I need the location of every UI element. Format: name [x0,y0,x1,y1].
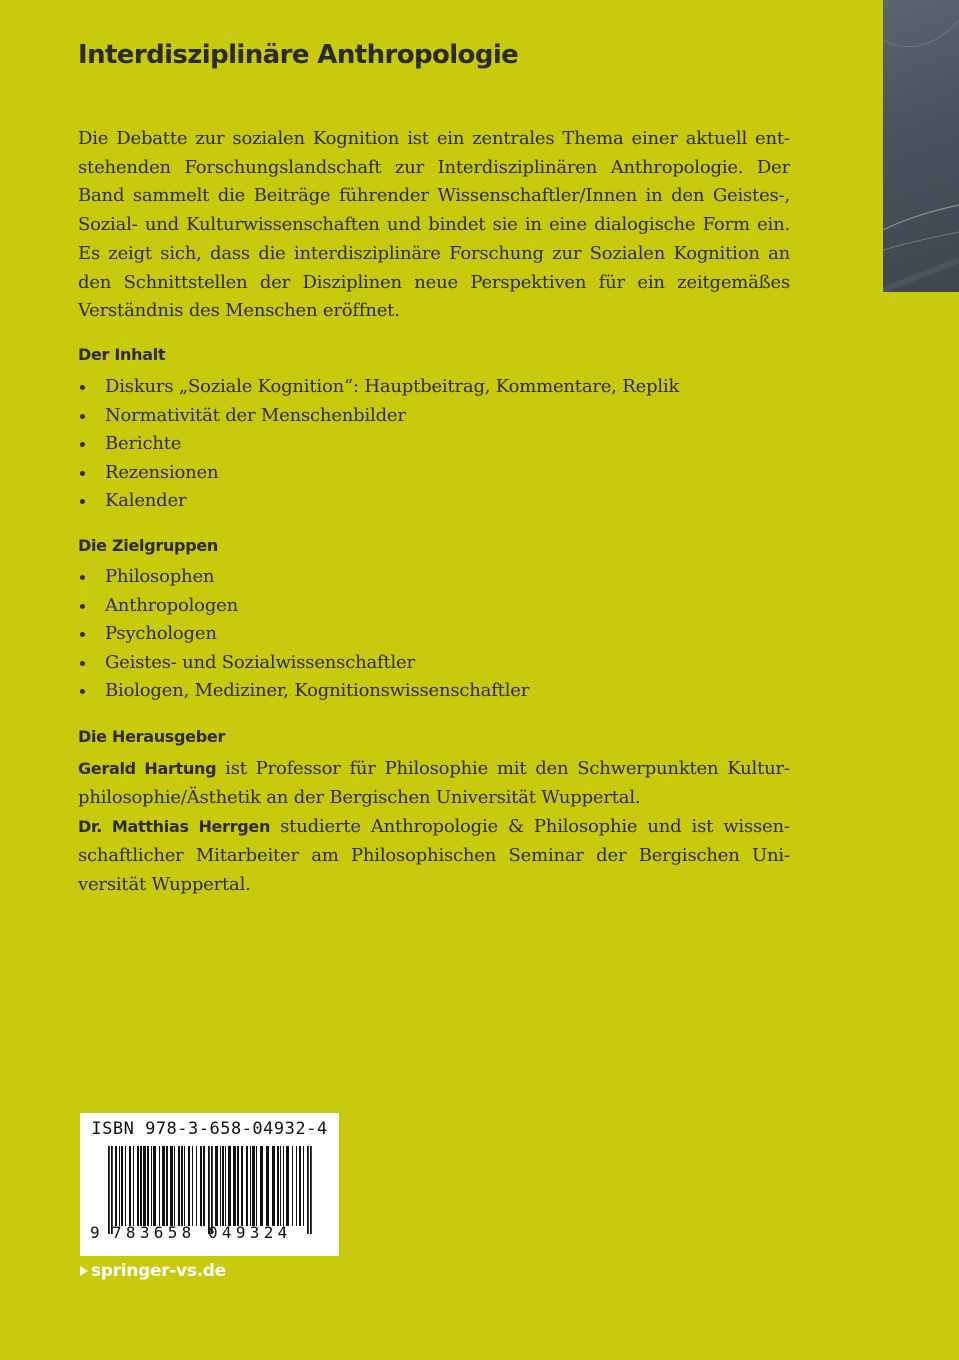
barcode-bar [303,1146,304,1226]
barcode-bar [133,1146,134,1226]
barcode-bar [246,1146,248,1226]
list-item: Geistes- und Sozialwissenschaftler [78,649,529,678]
barcode-bar [119,1146,120,1226]
arrow-right-icon [80,1266,88,1276]
barcode-bar [159,1146,160,1226]
list-item: Psychologen [78,620,529,649]
barcode-bar [220,1146,221,1226]
barcode-bar [260,1146,263,1226]
editor-name: Gerald Hartung [78,759,217,778]
barcode-guard-bar [208,1146,210,1234]
list-item: Diskurs „Soziale Kognition“: Hauptbeitrag, Kommentare, Replik [78,373,679,402]
barcode-guard-bar [307,1146,309,1234]
barcode-bar [203,1146,205,1226]
bullet-icon [80,689,85,694]
zielgruppen-list [78,563,529,706]
barcode-bar [181,1146,183,1226]
list-item: Anthropologen [78,592,529,621]
barcode-bar [266,1146,269,1226]
barcode-bar [277,1146,279,1226]
list-item: Berichte [78,430,679,459]
barcode-bar [178,1146,180,1226]
editor-bio-hartung: Gerald Hartung ist Professor für Philosophie mit den Schwerpunkten Kulturphilosophie/Ästhetik an der Bergischen Universität Wuppertal. [78,758,790,808]
list-item: Kalender [78,487,679,516]
barcode-bar [174,1146,175,1226]
corner-lines-graphic [883,0,959,292]
barcode-bar [200,1146,202,1226]
bullet-icon [80,632,85,637]
barcode-bar [196,1146,197,1226]
list-item: Biologen, Mediziner, Kognitionswissenschaftler [78,677,529,706]
intro-paragraph: Die Debatte zur sozialen Kognition ist ein zentrales Thema einer aktuell entstehenden Forschungslandschaft zur Interdisziplinären Anthropologie. Der Band sammelt die Beiträge führender Wissenschaftler/Innen in den Geistes-, Sozial- und Kulturwissenschaften und bindet sie in eine dialogische Form ein. Es zeigt sich, dass die interdisziplinäre Forschung zur Sozialen Kognition an den Schnittstellen der Disziplinen neue Perspektiven für ein zeitgemäßes Verständnis des Menschen eröffnet. [78,128,790,322]
barcode-guard-bar [211,1146,213,1234]
list-item: Philosophen [78,563,529,592]
barcode-bar [241,1146,243,1226]
section-heading-inhalt: Der Inhalt [78,345,166,364]
barcode-bar [153,1146,156,1226]
barcode-bar [233,1146,236,1226]
barcode-bar [286,1146,289,1226]
bullet-icon [80,661,85,666]
barcode-bar [129,1146,131,1226]
bullet-icon [80,414,85,419]
barcode-bar [125,1146,126,1226]
barcode-bar [192,1146,193,1226]
barcode-bar [215,1146,218,1226]
barcode-guard-bar [111,1146,113,1234]
barcode-guard-bar [310,1146,312,1234]
barcode-bar [252,1146,255,1226]
bullet-icon [80,604,85,609]
barcode-bar [184,1146,185,1226]
barcode-bar [222,1146,224,1226]
bullet-icon [80,575,85,580]
barcode-bar [280,1146,281,1226]
editor-name: Dr. Matthias Herrgen [78,817,271,836]
inhalt-list [78,373,679,516]
barcode-bar [170,1146,173,1226]
barcode-digit-first: 9 [90,1223,100,1242]
editor-bio-herrgen: Dr. Matthias Herrgen studierte Anthropologie & Philosophie und ist wissenschaftlicher Mitarbeiter am Philosophischen Seminar der Bergischen Universität Wuppertal. [78,816,790,895]
barcode-bar [151,1146,152,1226]
barcode-digits-left: 783658 [112,1223,196,1242]
bullet-icon [80,385,85,390]
barcode-bar [166,1146,168,1226]
barcode-bar [228,1146,231,1226]
barcode-bar [225,1146,226,1226]
barcode-bar [296,1146,297,1226]
publisher-website[interactable]: springer-vs.de [80,1261,226,1281]
cover-corner-graphic [883,0,959,292]
barcode-digits-right: 049324 [208,1223,292,1242]
editors-block [78,754,790,899]
barcode-bar [121,1146,123,1226]
barcode-bar [147,1146,149,1226]
bullet-icon [80,471,85,476]
barcode-bar [137,1146,139,1226]
barcode-bar [143,1146,146,1226]
isbn-label: ISBN 978-3-658-04932-4 [91,1119,328,1139]
list-item: Rezensionen [78,459,679,488]
barcode-bar [115,1146,117,1226]
book-series-title: Interdisziplinäre Anthropologie [78,40,519,70]
barcode-bar [162,1146,165,1226]
barcode-bar [283,1146,284,1226]
barcode-bar [250,1146,251,1226]
barcode-bar [237,1146,239,1226]
bullet-icon [80,499,85,504]
list-item: Normativität der Menschenbilder [78,402,679,431]
section-heading-zielgruppen: Die Zielgruppen [78,536,218,555]
barcode-bar [256,1146,257,1226]
barcode-bar [272,1146,275,1226]
bullet-icon [80,442,85,447]
barcode-bar [188,1146,190,1226]
barcode-bar [299,1146,301,1226]
barcode-bar [292,1146,293,1226]
section-heading-herausgeber: Die Herausgeber [78,727,226,746]
barcode-bar [140,1146,142,1226]
barcode-guard-bar [108,1146,110,1234]
